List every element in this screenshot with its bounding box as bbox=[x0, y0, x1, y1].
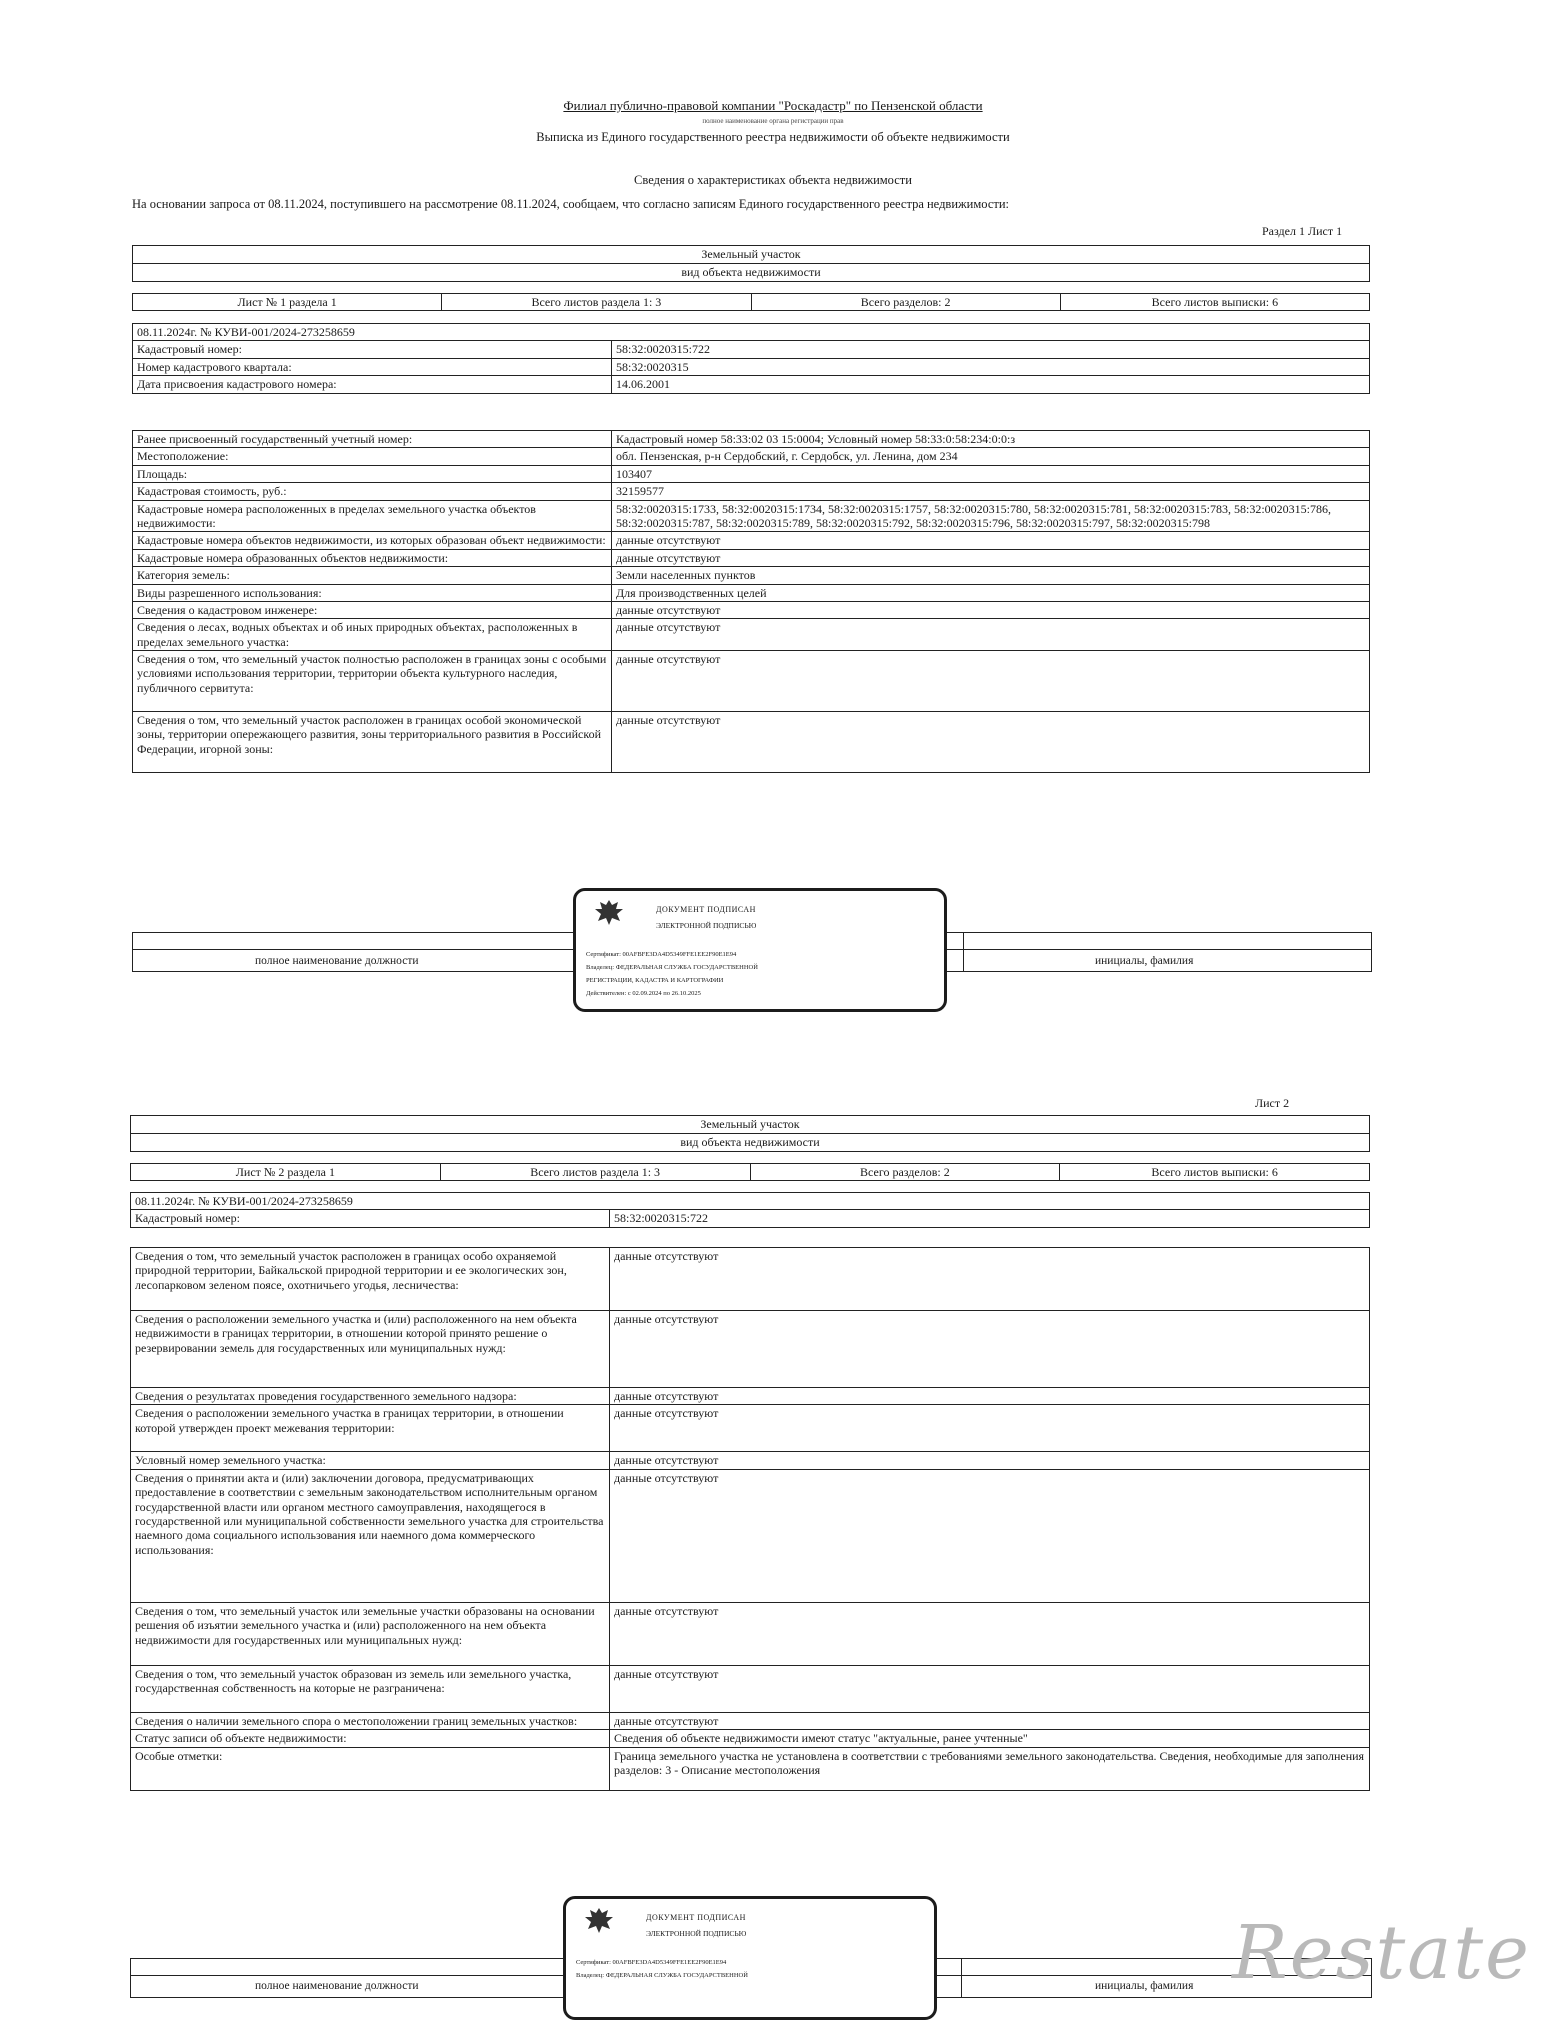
row-label: Виды разрешенного использования: bbox=[133, 584, 612, 601]
row-label: Номер кадастрового квартала: bbox=[133, 358, 612, 375]
table-row bbox=[131, 1388, 1370, 1405]
sheet-label: Лист 2 bbox=[1255, 1096, 1290, 1110]
table-row bbox=[131, 1452, 1370, 1469]
table-row bbox=[131, 1405, 1370, 1452]
org-name: Филиал публично-правовой компании "Роскадастр" по Пензенской области bbox=[563, 98, 983, 113]
row-value: данные отсутствуют bbox=[612, 651, 1370, 712]
sheet-label: Раздел 1 Лист 1 bbox=[1262, 224, 1343, 238]
table-row bbox=[133, 549, 1370, 566]
row-label: Кадастровые номера образованных объектов недвижимости: bbox=[133, 549, 612, 566]
sheet-count-cell: Всего листов выписки: 6 bbox=[1060, 1164, 1370, 1181]
document-title: Выписка из Единого государственного реестра недвижимости об объекте недвижимости bbox=[536, 130, 1010, 144]
object-type: Земельный участок bbox=[133, 246, 1370, 264]
row-value: Граница земельного участка не установлена в соответствии с требованиями земельного законодательства. Сведения, необходимые для заполнения разделов: 3 - Описание местоположения bbox=[610, 1747, 1370, 1790]
e-signature-stamp bbox=[573, 888, 947, 1012]
table-row bbox=[131, 1469, 1370, 1602]
sheet-count-cell: Всего листов выписки: 6 bbox=[1060, 294, 1369, 311]
row-label: Условный номер земельного участка: bbox=[131, 1452, 610, 1469]
row-value: данные отсутствуют bbox=[612, 532, 1370, 549]
stamp-owner: Владелец: ФЕДЕРАЛЬНАЯ СЛУЖБА ГОСУДАРСТВЕННОЙ bbox=[586, 964, 758, 971]
eagle-emblem-icon bbox=[592, 897, 626, 927]
row-label: Кадастровые номера объектов недвижимости, из которых образован объект недвижимости: bbox=[133, 532, 612, 549]
object-type-caption: вид объекта недвижимости bbox=[133, 264, 1370, 282]
table-row bbox=[133, 567, 1370, 584]
row-value: данные отсутствуют bbox=[610, 1602, 1370, 1665]
row-value: данные отсутствуют bbox=[612, 712, 1370, 773]
row-value: Земли населенных пунктов bbox=[612, 567, 1370, 584]
signature-position-label: полное наименование должности bbox=[255, 955, 419, 967]
row-label: Ранее присвоенный государственный учетный номер: bbox=[133, 431, 612, 448]
stamp-title: ДОКУМЕНТ ПОДПИСАН bbox=[656, 905, 756, 914]
row-value: 103407 bbox=[612, 465, 1370, 482]
row-value: данные отсутствуют bbox=[612, 601, 1370, 618]
row-value: данные отсутствуют bbox=[610, 1388, 1370, 1405]
table-row bbox=[133, 448, 1370, 465]
restate-watermark: Restate bbox=[1232, 1910, 1531, 1996]
row-label: Сведения о том, что земельный участок полностью расположен в границах зоны с особыми условиями использования территории, территории объекта культурного наследия, публичного сервитута: bbox=[133, 651, 612, 712]
document-number: 08.11.2024г. № КУВИ-001/2024-273258659 bbox=[133, 324, 1370, 341]
table-row bbox=[133, 532, 1370, 549]
signature-position-label: полное наименование должности bbox=[255, 1980, 419, 1992]
row-label: Сведения о расположении земельного участка и (или) расположенного на нем объекта недвижимости в границах территории, в отношении которой принято решение о резервировании земель для государственных или муниципальных нужд: bbox=[131, 1311, 610, 1388]
table-row bbox=[133, 712, 1370, 773]
cadastral-info-table bbox=[132, 323, 1370, 394]
row-value: данные отсутствуют bbox=[610, 1452, 1370, 1469]
row-label: Сведения о кадастровом инженере: bbox=[133, 601, 612, 618]
characteristics-table bbox=[130, 1247, 1370, 1791]
row-label: Кадастровый номер: bbox=[131, 1210, 610, 1227]
table-row bbox=[131, 1210, 1370, 1227]
signature-initials-label: инициалы, фамилия bbox=[1095, 1980, 1194, 1992]
table-row bbox=[131, 1602, 1370, 1665]
row-label: Сведения о том, что земельный участок образован из земель или земельного участка, государственная собственность на которые не разграничена: bbox=[131, 1665, 610, 1712]
table-row bbox=[133, 358, 1370, 375]
row-value: данные отсутствуют bbox=[610, 1665, 1370, 1712]
section-title: Сведения о характеристиках объекта недвижимости bbox=[634, 173, 912, 187]
row-value: Сведения об объекте недвижимости имеют статус "актуальные, ранее учтенные" bbox=[610, 1730, 1370, 1747]
sheet-count-cell: Всего листов раздела 1: 3 bbox=[442, 294, 751, 311]
table-row bbox=[133, 431, 1370, 448]
row-value: обл. Пензенская, р-н Сердобский, г. Сердобск, ул. Ленина, дом 234 bbox=[612, 448, 1370, 465]
row-label: Кадастровая стоимость, руб.: bbox=[133, 483, 612, 500]
row-value: 58:32:0020315:1733, 58:32:0020315:1734, 58:32:0020315:1757, 58:32:0020315:780, 58:32:0020315:781, 58:32:0020315:783, 58:32:0020315:786, 58:32:0020315:787, 58:32:0020315:789, 58:32:0020315:792, 58:32:0020315:796, 58:32:0020315:797, 58:32:0020315:798 bbox=[612, 500, 1370, 532]
table-row bbox=[133, 465, 1370, 482]
row-label: Сведения о лесах, водных объектах и об иных природных объектах, расположенных в пределах земельного участка: bbox=[133, 619, 612, 651]
sheet-count-cell: Всего разделов: 2 bbox=[750, 1164, 1060, 1181]
stamp-subtitle: ЭЛЕКТРОННОЙ ПОДПИСЬЮ bbox=[656, 921, 757, 930]
table-row bbox=[131, 1712, 1370, 1729]
row-value: Для производственных целей bbox=[612, 584, 1370, 601]
row-label: Дата присвоения кадастрового номера: bbox=[133, 376, 612, 393]
sheet-count-cell: Всего листов раздела 1: 3 bbox=[440, 1164, 750, 1181]
row-label: Сведения о том, что земельный участок расположен в границах особо охраняемой природной территории, Байкальской природной территории и ее экологических зон, лесопарковом зеленом поясе, охотничьего угодья, лесничества: bbox=[131, 1248, 610, 1311]
cadastral-info-table bbox=[130, 1192, 1370, 1228]
table-row bbox=[131, 1248, 1370, 1311]
table-row bbox=[131, 1747, 1370, 1790]
row-value: 58:32:0020315 bbox=[612, 358, 1370, 375]
row-value: 14.06.2001 bbox=[612, 376, 1370, 393]
stamp-subtitle: ЭЛЕКТРОННОЙ ПОДПИСЬЮ bbox=[646, 1929, 747, 1938]
table-row bbox=[133, 341, 1370, 358]
table-row bbox=[131, 1730, 1370, 1747]
row-value: данные отсутствуют bbox=[610, 1469, 1370, 1602]
request-basis: На основании запроса от 08.11.2024, поступившего на рассмотрение 08.11.2024, сообщаем, что согласно записям Единого государственного реестра недвижимости: bbox=[132, 197, 1009, 211]
row-label: Статус записи об объекте недвижимости: bbox=[131, 1730, 610, 1747]
row-label: Сведения о расположении земельного участка в границах территории, в отношении которой утвержден проект межевания территории: bbox=[131, 1405, 610, 1452]
sheet-count-cell: Лист № 1 раздела 1 bbox=[133, 294, 442, 311]
org-name-caption: полное наименование органа регистрации прав bbox=[702, 117, 844, 125]
object-type-table bbox=[130, 1115, 1370, 1152]
document-number: 08.11.2024г. № КУВИ-001/2024-273258659 bbox=[131, 1193, 1370, 1210]
row-value: данные отсутствуют bbox=[610, 1311, 1370, 1388]
row-value: данные отсутствуют bbox=[612, 549, 1370, 566]
row-label: Особые отметки: bbox=[131, 1747, 610, 1790]
row-value: данные отсутствуют bbox=[610, 1248, 1370, 1311]
table-row bbox=[133, 483, 1370, 500]
table-row bbox=[133, 500, 1370, 532]
object-type-table bbox=[132, 245, 1370, 282]
e-signature-stamp bbox=[563, 1896, 937, 2020]
row-label: Сведения о том, что земельный участок или земельные участки образованы на основании решения об изъятии земельного участка и (или) расположенного на нем объекта недвижимости для государственных или муниципальных нужд: bbox=[131, 1602, 610, 1665]
row-label: Местоположение: bbox=[133, 448, 612, 465]
row-label: Кадастровый номер: bbox=[133, 341, 612, 358]
table-row bbox=[133, 619, 1370, 651]
table-row bbox=[131, 1311, 1370, 1388]
row-value: 58:32:0020315:722 bbox=[612, 341, 1370, 358]
row-value: Кадастровый номер 58:33:02 03 15:0004; Условный номер 58:33:0:58:234:0:0:з bbox=[612, 431, 1370, 448]
characteristics-table bbox=[132, 430, 1370, 773]
sheet-counts-table bbox=[132, 293, 1370, 311]
object-type: Земельный участок bbox=[131, 1116, 1370, 1134]
row-value: данные отсутствуют bbox=[610, 1405, 1370, 1452]
stamp-title: ДОКУМЕНТ ПОДПИСАН bbox=[646, 1913, 746, 1922]
row-label: Сведения о результатах проведения государственного земельного надзора: bbox=[131, 1388, 610, 1405]
row-label: Сведения о том, что земельный участок расположен в границах особой экономической зоны, территории опережающего развития, зоны территориального развития в Российской Федерации, игорной зоны: bbox=[133, 712, 612, 773]
table-row bbox=[133, 376, 1370, 393]
stamp-owner: Владелец: ФЕДЕРАЛЬНАЯ СЛУЖБА ГОСУДАРСТВЕННОЙ bbox=[576, 1972, 748, 1979]
row-label: Сведения о принятии акта и (или) заключении договора, предусматривающих предоставление в соответствии с земельным законодательством исполнительным органом государственной власти или органом местного самоуправления, находящегося в государственной или муниципальной собственности земельного участка для строительства наемного дома социального использования или наемного дома коммерческого использования: bbox=[131, 1469, 610, 1602]
eagle-emblem-icon bbox=[582, 1905, 616, 1935]
table-row bbox=[133, 601, 1370, 618]
sheet-count-cell: Лист № 2 раздела 1 bbox=[131, 1164, 441, 1181]
row-label: Площадь: bbox=[133, 465, 612, 482]
row-value: данные отсутствуют bbox=[612, 619, 1370, 651]
row-value: 58:32:0020315:722 bbox=[610, 1210, 1370, 1227]
sheet-counts-table bbox=[130, 1163, 1370, 1181]
table-row bbox=[131, 1665, 1370, 1712]
row-label: Кадастровые номера расположенных в пределах земельного участка объектов недвижимости: bbox=[133, 500, 612, 532]
row-value: данные отсутствуют bbox=[610, 1712, 1370, 1729]
stamp-owner-line2: РЕГИСТРАЦИИ, КАДАСТРА И КАРТОГРАФИИ bbox=[586, 977, 724, 984]
table-row bbox=[133, 584, 1370, 601]
table-row bbox=[133, 651, 1370, 712]
stamp-certificate: Сертификат: 00AFBFE3DA4D5349FFE1EE2F90E1E94 bbox=[576, 1959, 727, 1966]
row-label: Сведения о наличии земельного спора о местоположении границ земельных участков: bbox=[131, 1712, 610, 1729]
stamp-validity: Действителен: с 02.09.2024 по 26.10.2025 bbox=[586, 990, 701, 997]
object-type-caption: вид объекта недвижимости bbox=[131, 1134, 1370, 1152]
stamp-certificate: Сертификат: 00AFBFE3DA4D5349FFE1EE2F90E1E94 bbox=[586, 951, 737, 958]
sheet-count-cell: Всего разделов: 2 bbox=[751, 294, 1060, 311]
signature-initials-label: инициалы, фамилия bbox=[1095, 955, 1194, 967]
row-value: 32159577 bbox=[612, 483, 1370, 500]
row-label: Категория земель: bbox=[133, 567, 612, 584]
